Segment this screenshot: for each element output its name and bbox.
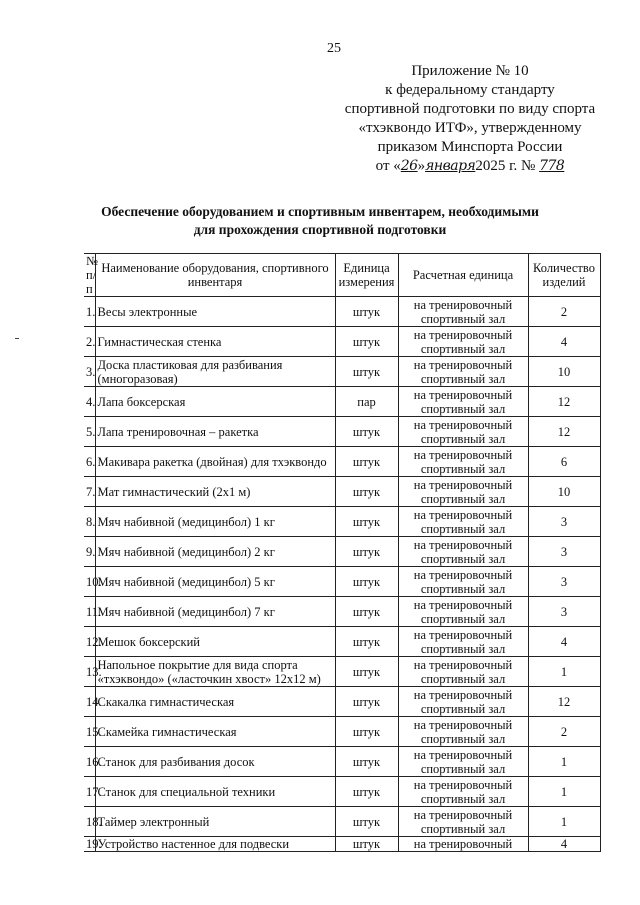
unit: штук [335, 627, 398, 657]
unit: штук [335, 357, 398, 387]
calc-unit: на тренировочный спортивный зал [398, 417, 528, 447]
scan-mark [15, 338, 19, 339]
quantity: 4 [528, 327, 600, 357]
quantity: 3 [528, 507, 600, 537]
calc-unit: на тренировочный спортивный зал [398, 297, 528, 327]
table-row [84, 567, 600, 597]
unit: штук [335, 477, 398, 507]
row-number: 1. [84, 297, 95, 327]
table-row [84, 417, 600, 447]
unit: штук [335, 777, 398, 807]
unit: штук [335, 657, 398, 687]
quantity: 6 [528, 447, 600, 477]
table-row [84, 357, 600, 387]
quantity: 3 [528, 567, 600, 597]
item-name: Мешок боксерский [95, 627, 335, 657]
table-row [84, 387, 600, 417]
calc-unit: на тренировочный спортивный зал [398, 447, 528, 477]
calc-unit: на тренировочный спортивный зал [398, 507, 528, 537]
appendix-line: к федеральному стандарту [385, 82, 555, 98]
appendix-header [330, 62, 610, 176]
row-number: 10. [84, 567, 95, 597]
item-name: Весы электронные [95, 297, 335, 327]
row-number: 19. [86, 837, 102, 851]
row-number: 3. [84, 357, 95, 387]
table-row [84, 747, 600, 777]
unit: штук [335, 807, 398, 837]
table-row [84, 777, 600, 807]
unit: штук [335, 687, 398, 717]
unit: штук [335, 297, 398, 327]
calc-unit: на тренировочный спортивный зал [398, 807, 528, 837]
unit: штук [335, 717, 398, 747]
row-number: 17. [84, 777, 95, 807]
calc-unit: на тренировочный спортивный зал [398, 327, 528, 357]
unit: штук [335, 837, 398, 852]
quantity: 2 [528, 717, 600, 747]
quantity: 12 [528, 417, 600, 447]
quantity: 1 [528, 657, 600, 687]
row-number: 11. [84, 597, 95, 627]
quantity: 12 [528, 687, 600, 717]
unit: штук [335, 507, 398, 537]
row-number: 9. [84, 537, 95, 567]
item-name: Мат гимнастический (2х1 м) [95, 477, 335, 507]
document-title [60, 203, 580, 239]
unit: пар [335, 387, 398, 417]
row-number: 16. [84, 747, 95, 777]
quantity: 3 [528, 537, 600, 567]
calc-unit: на тренировочный спортивный зал [398, 717, 528, 747]
appendix-line: спортивной подготовки по виду спорта [344, 101, 596, 117]
appendix-line: «тхэквондо ИТФ», утвержденному [358, 120, 582, 136]
table-row [84, 717, 600, 747]
item-name: Скамейка гимнастическая [95, 717, 335, 747]
handwritten-order-number: 778 [539, 158, 565, 174]
col-header-unit: Единица измерения [335, 254, 398, 297]
col-header-name: Наименование оборудования, спортивного инвентаря [95, 254, 335, 297]
calc-unit: на тренировочный спортивный зал [398, 477, 528, 507]
handwritten-month: января [425, 158, 476, 174]
date-prefix: от « [375, 158, 401, 174]
row-number: 13. [84, 657, 95, 687]
item-name: Мяч набивной (медицинбол) 1 кг [95, 507, 335, 537]
col-header-calc-unit: Расчетная единица [398, 254, 528, 297]
calc-unit: на тренировочный [398, 837, 528, 852]
table-row [84, 507, 600, 537]
handwritten-day: 26 [400, 158, 418, 174]
item-name: Гимнастическая стенка [95, 327, 335, 357]
item-name: Станок для специальной техники [95, 777, 335, 807]
calc-unit: на тренировочный спортивный зал [398, 747, 528, 777]
quantity: 1 [528, 747, 600, 777]
table-row [84, 807, 600, 837]
order-date-line [330, 157, 610, 176]
table-row [84, 327, 600, 357]
row-number: 7. [84, 477, 95, 507]
quantity: 4 [528, 627, 600, 657]
item-name: Таймер электронный [95, 807, 335, 837]
equipment-table [84, 253, 601, 852]
quantity: 10 [528, 357, 600, 387]
unit: штук [335, 537, 398, 567]
row-number: 14. [84, 687, 95, 717]
calc-unit: на тренировочный спортивный зал [398, 357, 528, 387]
item-name: Мяч набивной (медицинбол) 5 кг [95, 567, 335, 597]
quantity: 1 [528, 807, 600, 837]
unit: штук [335, 447, 398, 477]
item-name: Мяч набивной (медицинбол) 2 кг [95, 537, 335, 567]
table-row [84, 477, 600, 507]
date-mid: » [417, 158, 426, 174]
table-row [84, 837, 600, 852]
row-number: 18. [84, 807, 95, 837]
calc-unit: на тренировочный спортивный зал [398, 777, 528, 807]
year-text: 2025 г. № [475, 158, 536, 174]
row-number: 15. [84, 717, 95, 747]
page-number: 25 [327, 41, 341, 56]
title-line: для прохождения спортивной подготовки [193, 222, 447, 237]
item-name: Напольное покрытие для вида спорта «тхэквондо» («ласточкин хвост» 12х12 м) [95, 657, 335, 687]
calc-unit: на тренировочный спортивный зал [398, 657, 528, 687]
table-row [84, 447, 600, 477]
row-number: 4. [84, 387, 95, 417]
unit: штук [335, 327, 398, 357]
row-number: 6. [84, 447, 95, 477]
quantity: 1 [528, 777, 600, 807]
item-name: Станок для разбивания досок [95, 747, 335, 777]
item-name: Доска пластиковая для разбивания (многоразовая) [95, 357, 335, 387]
calc-unit: на тренировочный спортивный зал [398, 387, 528, 417]
col-header-quantity: Количество изделий [528, 254, 600, 297]
title-line: Обеспечение оборудованием и спортивным инвентарем, необходимыми [101, 204, 539, 219]
unit: штук [335, 747, 398, 777]
table-row [84, 627, 600, 657]
item-name: Устройство настенное для подвески [95, 837, 335, 852]
quantity: 12 [528, 387, 600, 417]
unit: штук [335, 567, 398, 597]
calc-unit: на тренировочный спортивный зал [398, 597, 528, 627]
table-row [84, 537, 600, 567]
quantity: 3 [528, 597, 600, 627]
item-name: Лапа боксерская [95, 387, 335, 417]
item-name: Скакалка гимнастическая [95, 687, 335, 717]
item-name: Мяч набивной (медицинбол) 7 кг [95, 597, 335, 627]
table-row [84, 597, 600, 627]
table-row [84, 687, 600, 717]
col-header-number: № п/п [86, 254, 98, 296]
row-number: 12. [84, 627, 95, 657]
calc-unit: на тренировочный спортивный зал [398, 687, 528, 717]
item-name: Лапа тренировочная – ракетка [95, 417, 335, 447]
table-header-row [84, 254, 600, 297]
calc-unit: на тренировочный спортивный зал [398, 627, 528, 657]
quantity: 4 [528, 837, 600, 852]
row-number: 2. [84, 327, 95, 357]
appendix-line: Приложение № 10 [411, 63, 529, 79]
unit: штук [335, 417, 398, 447]
quantity: 2 [528, 297, 600, 327]
calc-unit: на тренировочный спортивный зал [398, 537, 528, 567]
table-row [84, 297, 600, 327]
quantity: 10 [528, 477, 600, 507]
row-number: 8. [84, 507, 95, 537]
item-name: Макивара ракетка (двойная) для тхэквондо [95, 447, 335, 477]
unit: штук [335, 597, 398, 627]
appendix-line: приказом Минспорта России [377, 139, 563, 155]
table-row [84, 657, 600, 687]
row-number: 5. [84, 417, 95, 447]
calc-unit: на тренировочный спортивный зал [398, 567, 528, 597]
